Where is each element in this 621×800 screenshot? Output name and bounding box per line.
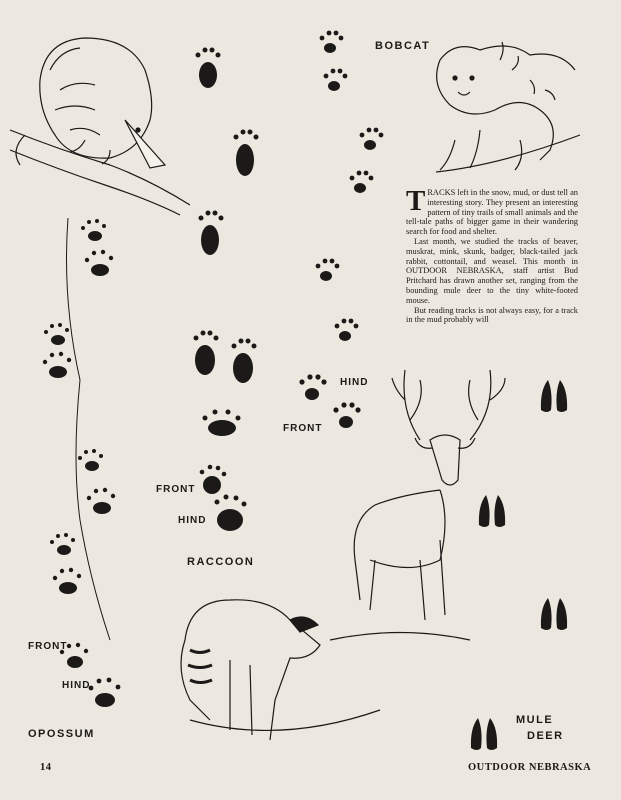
mule-deer-track bbox=[541, 380, 567, 412]
bobcat-track bbox=[360, 128, 384, 150]
opossum-track bbox=[89, 678, 121, 707]
raccoon-track bbox=[194, 331, 219, 376]
opossum-track bbox=[44, 323, 69, 345]
opossum-track bbox=[78, 449, 103, 471]
mule-deer-track bbox=[471, 718, 497, 750]
bobcat-track bbox=[335, 319, 359, 341]
raccoon-label: RACCOON bbox=[187, 556, 255, 568]
mule-deer-track bbox=[541, 598, 567, 630]
bobcat-track bbox=[324, 69, 348, 91]
bobcat-track bbox=[320, 31, 344, 53]
raccoon-front-label: FRONT bbox=[156, 484, 196, 495]
drop-cap: T bbox=[406, 185, 426, 217]
bobcat-track bbox=[350, 171, 374, 193]
opossum-hind-label: HIND bbox=[62, 680, 91, 691]
opossum-track bbox=[53, 568, 81, 594]
opossum-track bbox=[43, 352, 71, 378]
article-text bbox=[406, 185, 578, 325]
bobcat-track bbox=[316, 259, 340, 281]
raccoon-track bbox=[234, 130, 259, 177]
bobcat-track bbox=[333, 402, 360, 428]
opossum-label: OPOSSUM bbox=[28, 728, 95, 740]
bobcat-track bbox=[299, 374, 326, 400]
raccoon-track bbox=[215, 495, 247, 532]
raccoon-track bbox=[232, 339, 257, 384]
bobcat-label: BOBCAT bbox=[375, 40, 431, 52]
deer-label: DEER bbox=[527, 730, 564, 742]
opossum-track bbox=[85, 250, 113, 276]
opossum-track bbox=[87, 488, 115, 514]
article-paragraph: Last month, we studied the tracks of beaver, muskrat, mink, skunk, badger, black-tailed jack rabbit, cottontail, and weasel. This month in OUTDOOR NEBRASKA, staff artist Bud Pritchard has drawn another set, ranging from the bounding mule deer to the tiny white-footed mouse. bbox=[406, 236, 578, 305]
mule-label: MULE bbox=[516, 714, 554, 726]
raccoon-track bbox=[196, 48, 221, 89]
bobcat-front-label: FRONT bbox=[283, 423, 323, 434]
opossum-front-label: FRONT bbox=[28, 641, 68, 652]
opossum-track bbox=[50, 533, 75, 555]
raccoon-track bbox=[199, 211, 224, 256]
article-paragraph: TRACKS left in the snow, mud, or dust tell an interesting story. They present an interesting pattern of tiny trails of small animals and the tell-tale paths of bigger game in their wandering search for food and shelter. bbox=[406, 185, 578, 237]
magazine-name: OUTDOOR NEBRASKA bbox=[468, 762, 592, 773]
bobcat-hind-label: HIND bbox=[340, 377, 369, 388]
raccoon-hind-label: HIND bbox=[178, 515, 207, 526]
article-paragraph: But reading tracks is not always easy, for a track in the mud probably will bbox=[406, 305, 578, 325]
mule-deer-track bbox=[479, 495, 505, 527]
raccoon-track bbox=[203, 410, 241, 437]
opossum-track bbox=[81, 219, 106, 241]
raccoon-track bbox=[200, 465, 227, 494]
page-number: 14 bbox=[40, 762, 52, 773]
